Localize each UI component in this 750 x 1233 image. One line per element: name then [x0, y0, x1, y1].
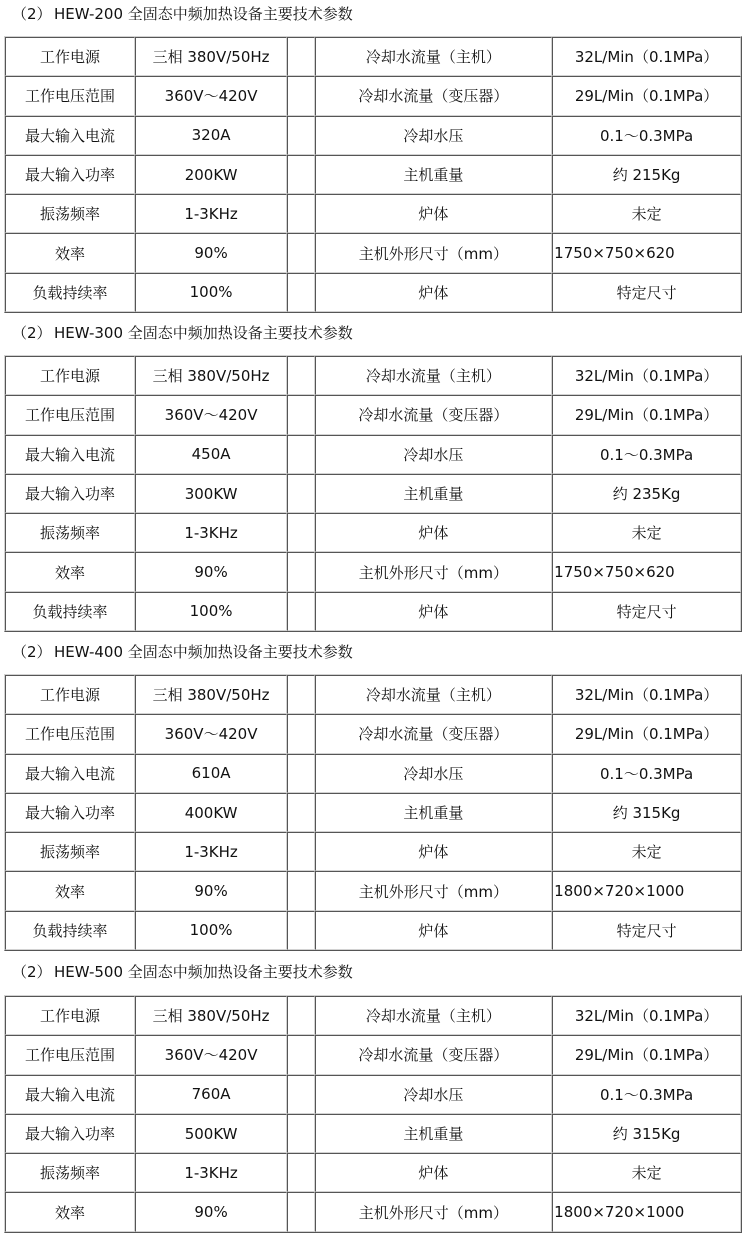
- param-name: 最大输入电流: [5, 1075, 135, 1114]
- param-name: 工作电源: [5, 37, 135, 76]
- param-value: 约 315Kg: [552, 793, 741, 832]
- section-heading: [12, 2, 353, 26]
- spacer-cell: [287, 513, 314, 552]
- table-row: [5, 356, 741, 395]
- spacer-cell: [287, 675, 314, 714]
- param-value: 1800×720×1000: [552, 1192, 741, 1231]
- section-title: HEW-400 全固态中频加热设备主要技术参数: [54, 643, 353, 661]
- param-name: 效率: [5, 552, 135, 591]
- param-value: 90%: [135, 871, 287, 910]
- param-value: 约 215Kg: [552, 155, 741, 194]
- param-value: 三相 380V/50Hz: [135, 675, 287, 714]
- param-value: 1-3KHz: [135, 513, 287, 552]
- param-name: 负载持续率: [5, 911, 135, 950]
- param-value: 1750×750×620: [552, 233, 741, 272]
- param-value: 90%: [135, 552, 287, 591]
- spacer-cell: [287, 1153, 314, 1192]
- table-row: [5, 395, 741, 434]
- spacer-cell: [287, 395, 314, 434]
- param-name: 最大输入功率: [5, 793, 135, 832]
- param-value: 三相 380V/50Hz: [135, 356, 287, 395]
- param-name: 冷却水压: [315, 1075, 553, 1114]
- param-value: 300KW: [135, 474, 287, 513]
- param-value: 29L/Min（0.1MPa）: [552, 1035, 741, 1074]
- param-name: 冷却水流量（主机）: [315, 37, 553, 76]
- param-name: 最大输入功率: [5, 474, 135, 513]
- param-name: 工作电源: [5, 996, 135, 1035]
- table-row: [5, 714, 741, 753]
- spacer-cell: [287, 76, 314, 115]
- param-value: 约 235Kg: [552, 474, 741, 513]
- table-row: [5, 474, 741, 513]
- param-value: 360V～420V: [135, 76, 287, 115]
- param-value: 0.1～0.3MPa: [552, 435, 741, 474]
- section-number: （2）: [12, 324, 52, 342]
- param-value: 400KW: [135, 793, 287, 832]
- spacer-cell: [287, 116, 314, 155]
- param-value: 特定尺寸: [552, 592, 741, 631]
- param-value: 0.1～0.3MPa: [552, 1075, 741, 1114]
- table-row: [5, 1114, 741, 1153]
- param-name: 工作电压范围: [5, 714, 135, 753]
- param-value: 32L/Min（0.1MPa）: [552, 356, 741, 395]
- param-value: 约 315Kg: [552, 1114, 741, 1153]
- param-name: 炉体: [315, 911, 553, 950]
- table-row: [5, 996, 741, 1035]
- param-value: 1-3KHz: [135, 1153, 287, 1192]
- section-title: HEW-500 全固态中频加热设备主要技术参数: [54, 963, 353, 981]
- spacer-cell: [287, 996, 314, 1035]
- param-name: 主机外形尺寸（mm）: [315, 552, 553, 591]
- table-row: [5, 552, 741, 591]
- spacer-cell: [287, 474, 314, 513]
- table-row: [5, 832, 741, 871]
- table-row: [5, 754, 741, 793]
- param-name: 主机重量: [315, 155, 553, 194]
- param-value: 360V～420V: [135, 1035, 287, 1074]
- param-name: 负载持续率: [5, 273, 135, 312]
- table-row: [5, 76, 741, 115]
- param-name: 冷却水压: [315, 435, 553, 474]
- section-number: （2）: [12, 5, 52, 23]
- param-name: 冷却水压: [315, 116, 553, 155]
- param-name: 工作电压范围: [5, 395, 135, 434]
- table-row: [5, 1153, 741, 1192]
- param-name: 振荡频率: [5, 513, 135, 552]
- param-value: 100%: [135, 273, 287, 312]
- spacer-cell: [287, 233, 314, 272]
- param-value: 100%: [135, 592, 287, 631]
- param-name: 冷却水压: [315, 754, 553, 793]
- param-value: 360V～420V: [135, 395, 287, 434]
- param-name: 冷却水流量（变压器）: [315, 714, 553, 753]
- spacer-cell: [287, 1114, 314, 1153]
- section-heading: [12, 321, 353, 345]
- table-row: [5, 1035, 741, 1074]
- spacer-cell: [287, 1192, 314, 1231]
- param-name: 冷却水流量（变压器）: [315, 395, 553, 434]
- table-row: [5, 435, 741, 474]
- param-value: 32L/Min（0.1MPa）: [552, 675, 741, 714]
- spacer-cell: [287, 273, 314, 312]
- param-name: 工作电源: [5, 675, 135, 714]
- param-value: 未定: [552, 513, 741, 552]
- param-name: 振荡频率: [5, 194, 135, 233]
- section-title: HEW-300 全固态中频加热设备主要技术参数: [54, 324, 353, 342]
- param-name: 最大输入电流: [5, 116, 135, 155]
- param-name: 冷却水流量（主机）: [315, 675, 553, 714]
- param-name: 冷却水流量（主机）: [315, 356, 553, 395]
- param-name: 主机外形尺寸（mm）: [315, 871, 553, 910]
- section-number: （2）: [12, 643, 52, 661]
- param-name: 工作电压范围: [5, 76, 135, 115]
- param-value: 90%: [135, 1192, 287, 1231]
- param-name: 主机外形尺寸（mm）: [315, 233, 553, 272]
- spec-table: [4, 995, 742, 1233]
- table-row: [5, 233, 741, 272]
- section-number: （2）: [12, 963, 52, 981]
- param-name: 振荡频率: [5, 832, 135, 871]
- param-name: 主机重量: [315, 474, 553, 513]
- param-value: 未定: [552, 194, 741, 233]
- param-name: 炉体: [315, 832, 553, 871]
- param-value: 未定: [552, 1153, 741, 1192]
- param-name: 主机重量: [315, 793, 553, 832]
- param-value: 760A: [135, 1075, 287, 1114]
- param-value: 200KW: [135, 155, 287, 194]
- param-name: 冷却水流量（变压器）: [315, 1035, 553, 1074]
- param-value: 32L/Min（0.1MPa）: [552, 37, 741, 76]
- param-name: 最大输入电流: [5, 754, 135, 793]
- param-name: 炉体: [315, 1153, 553, 1192]
- param-value: 32L/Min（0.1MPa）: [552, 996, 741, 1035]
- spacer-cell: [287, 793, 314, 832]
- param-name: 冷却水流量（主机）: [315, 996, 553, 1035]
- param-value: 450A: [135, 435, 287, 474]
- param-value: 三相 380V/50Hz: [135, 37, 287, 76]
- param-value: 1800×720×1000: [552, 871, 741, 910]
- param-name: 主机外形尺寸（mm）: [315, 1192, 553, 1231]
- table-row: [5, 155, 741, 194]
- table-row: [5, 194, 741, 233]
- spec-table: [4, 36, 742, 313]
- param-name: 炉体: [315, 194, 553, 233]
- table-row: [5, 273, 741, 312]
- param-value: 0.1～0.3MPa: [552, 116, 741, 155]
- param-value: 90%: [135, 233, 287, 272]
- table-row: [5, 592, 741, 631]
- param-name: 工作电源: [5, 356, 135, 395]
- table-row: [5, 1075, 741, 1114]
- param-value: 100%: [135, 911, 287, 950]
- param-value: 特定尺寸: [552, 273, 741, 312]
- param-name: 最大输入电流: [5, 435, 135, 474]
- param-value: 1-3KHz: [135, 832, 287, 871]
- spacer-cell: [287, 194, 314, 233]
- param-value: 360V～420V: [135, 714, 287, 753]
- param-value: 500KW: [135, 1114, 287, 1153]
- table-row: [5, 1192, 741, 1231]
- spacer-cell: [287, 155, 314, 194]
- spacer-cell: [287, 911, 314, 950]
- param-value: 0.1～0.3MPa: [552, 754, 741, 793]
- param-value: 610A: [135, 754, 287, 793]
- param-name: 效率: [5, 1192, 135, 1231]
- spacer-cell: [287, 552, 314, 591]
- spacer-cell: [287, 754, 314, 793]
- table-row: [5, 37, 741, 76]
- param-name: 最大输入功率: [5, 155, 135, 194]
- param-name: 负载持续率: [5, 592, 135, 631]
- param-value: 320A: [135, 116, 287, 155]
- param-name: 效率: [5, 871, 135, 910]
- spec-table: [4, 355, 742, 632]
- table-row: [5, 675, 741, 714]
- param-name: 冷却水流量（变压器）: [315, 76, 553, 115]
- param-value: 29L/Min（0.1MPa）: [552, 395, 741, 434]
- spacer-cell: [287, 435, 314, 474]
- spacer-cell: [287, 1075, 314, 1114]
- section-title: HEW-200 全固态中频加热设备主要技术参数: [54, 5, 353, 23]
- spacer-cell: [287, 1035, 314, 1074]
- param-value: 未定: [552, 832, 741, 871]
- param-name: 效率: [5, 233, 135, 272]
- param-name: 炉体: [315, 592, 553, 631]
- param-value: 三相 380V/50Hz: [135, 996, 287, 1035]
- param-value: 1-3KHz: [135, 194, 287, 233]
- param-name: 振荡频率: [5, 1153, 135, 1192]
- param-value: 29L/Min（0.1MPa）: [552, 76, 741, 115]
- spec-table: [4, 674, 742, 951]
- spacer-cell: [287, 356, 314, 395]
- table-row: [5, 793, 741, 832]
- spacer-cell: [287, 871, 314, 910]
- param-name: 炉体: [315, 513, 553, 552]
- spacer-cell: [287, 832, 314, 871]
- section-heading: [12, 960, 353, 984]
- param-value: 29L/Min（0.1MPa）: [552, 714, 741, 753]
- table-row: [5, 116, 741, 155]
- spacer-cell: [287, 592, 314, 631]
- param-value: 特定尺寸: [552, 911, 741, 950]
- table-row: [5, 911, 741, 950]
- param-value: 1750×750×620: [552, 552, 741, 591]
- table-row: [5, 513, 741, 552]
- param-name: 炉体: [315, 273, 553, 312]
- param-name: 主机重量: [315, 1114, 553, 1153]
- param-name: 工作电压范围: [5, 1035, 135, 1074]
- param-name: 最大输入功率: [5, 1114, 135, 1153]
- section-heading: [12, 640, 353, 664]
- spacer-cell: [287, 37, 314, 76]
- spacer-cell: [287, 714, 314, 753]
- table-row: [5, 871, 741, 910]
